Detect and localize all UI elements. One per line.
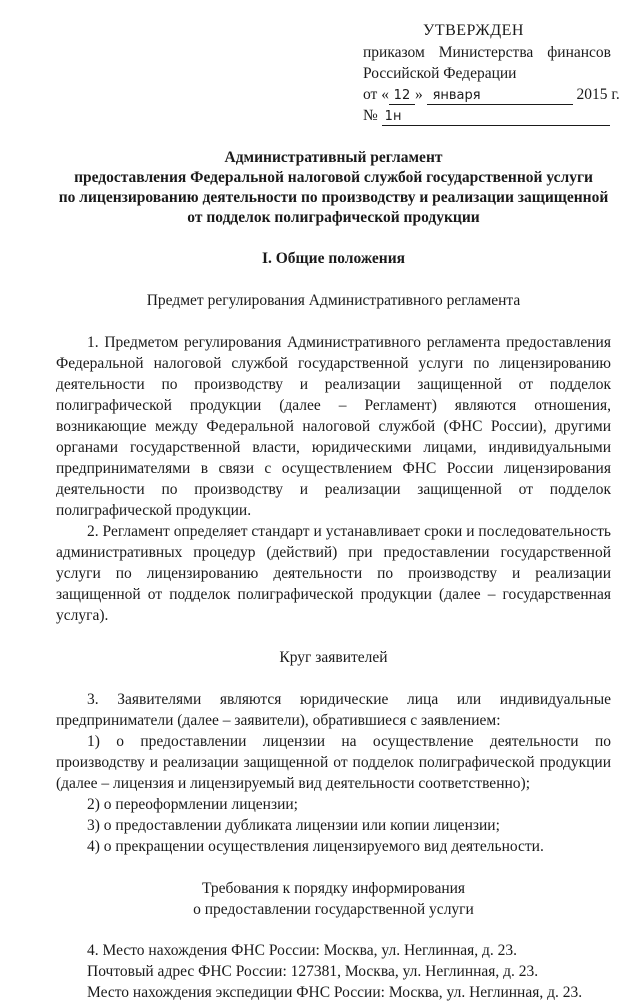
list-item-1: 1) о предоставлении лицензии на осуществление деятельности по производству и реализации защищенной от подделок полиграфической продукции (далее – лицензия и лицензируемый вид деятельности соответственно); [56, 733, 611, 792]
approval-order-line [363, 42, 611, 63]
approval-stamp [363, 20, 620, 126]
approval-day: 12 [389, 87, 415, 105]
approval-date-prefix: от « [363, 86, 389, 103]
approval-finance-word: финансов [547, 44, 611, 61]
informing-heading [56, 878, 611, 920]
section-general-heading: I. Общие положения [261, 250, 406, 267]
approval-federation: Российской Федерации [363, 65, 517, 82]
approval-order-word: приказом [363, 44, 425, 61]
approval-number-value: 1н [382, 108, 610, 126]
list-item-3: 3) о предоставлении дубликата лицензии или копии лицензии; [87, 817, 500, 834]
informing-heading-line-1: Требования к порядку информирования [201, 880, 466, 897]
title-line-3: по лицензированию деятельности по производству и реализации защищенной [58, 189, 609, 206]
approval-year: 2015 г. [576, 86, 620, 103]
approval-date-mid: » [414, 86, 423, 103]
list-item-4: 4) о прекращении осуществления лицензируемого вид деятельности. [87, 838, 544, 855]
approval-heading: УТВЕРЖДЕН [423, 22, 524, 39]
applicants-heading: Круг заявителей [279, 649, 388, 666]
address-line-2: Почтовый адрес ФНС России: 127381, Москва, ул. Неглинная, д. 23. [87, 963, 539, 980]
paragraph-3: 3. Заявителями являются юридические лица или индивидуальные предприниматели (далее – заявители), обратившиеся с заявлением: [56, 691, 611, 729]
subject-heading: Предмет регулирования Административного регламента [146, 292, 521, 309]
informing-heading-line-2: о предоставлении государственной услуги [193, 901, 474, 918]
title-line-4: от подделок полиграфической продукции [187, 209, 480, 226]
address-line-1: 4. Место нахождения ФНС России: Москва, ул. Неглинная, д. 23. [87, 942, 518, 959]
paragraph-1: 1. Предметом регулирования Административного регламента предоставления Федеральной налоговой службой государственной услуги по лицензированию деятельности по производству и реализации защищенной от подделок полиграфической продукции (далее – Регламент) являются отношения, возникающие между Федеральной налоговой службой (ФНС России), другими органами государственной власти, юридическими лицами, индивидуальными предпринимателями в связи с осуществлением ФНС России лицензирования деятельности по производству и реализации защищенной от подделок полиграфической продукции. [56, 334, 611, 519]
approval-number-label: № [363, 107, 378, 124]
document-body [56, 148, 611, 1003]
document-title [56, 148, 611, 228]
approval-ministry-word: Министерства [438, 44, 534, 61]
list-item-2: 2) о переоформлении лицензии; [87, 796, 298, 813]
title-line-2: предоставления Федеральной налоговой службой государственной услуги [74, 169, 593, 186]
approval-date-line [363, 84, 620, 105]
address-block [56, 940, 611, 1003]
paragraph-2: 2. Регламент определяет стандарт и устанавливает сроки и последовательность административных процедур (действий) при предоставлении государственной услуги по лицензированию деятельности по производству и реализации защищенной от подделок полиграфической продукции (далее – государственная услуга). [56, 523, 611, 624]
approval-month: января [427, 87, 573, 105]
title-line-1: Административный регламент [224, 149, 443, 166]
address-line-3: Место нахождения экспедиции ФНС России: Москва, ул. Неглинная, д. 23. [87, 984, 583, 1001]
approval-number-line [363, 105, 611, 126]
